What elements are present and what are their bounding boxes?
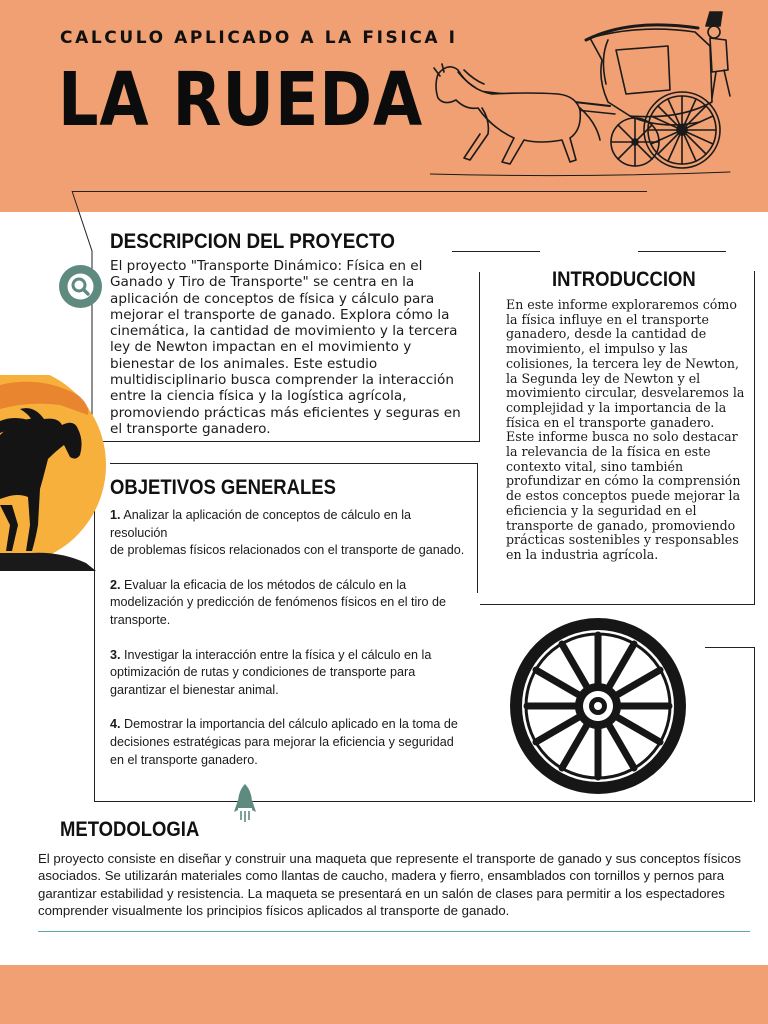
objective-item (110, 647, 466, 700)
frame-line-obj-right (477, 463, 478, 593)
footer-band (0, 965, 768, 1024)
objective-text: Demostrar la importancia del cálculo aplicado en la toma de decisiones estratégicas para mejorar la eficiencia y seguridad en el transporte ganadero. (110, 717, 458, 767)
objective-text: Evaluar la eficacia de los métodos de cálculo en la modelización y predicción de fenómenos físicos en el tiro de transporte. (110, 577, 447, 627)
frame-line-desc-right (479, 272, 480, 442)
objectives-list (110, 507, 466, 786)
objective-text: Investigar la interacción entre la física y el cálculo en la optimización de rutas y condiciones de transporte para garantizar el bienestar animal. (110, 647, 432, 697)
frame-line-short-1 (452, 251, 540, 252)
objective-item (110, 577, 466, 630)
objective-text: Analizar la aplicación de conceptos de cálculo en la resolución (110, 508, 412, 540)
frame-line-obj-bottom (94, 801, 752, 802)
frame-line-short-2 (638, 251, 726, 252)
objective-number: 4. (110, 717, 121, 732)
course-subtitle: CALCULO APLICADO A LA FISICA I (60, 28, 458, 48)
objective-number: 2. (110, 577, 121, 592)
methodology-body: El proyecto consiste en diseñar y construir una maqueta que represente el transporte de ganado y sus conceptos físicos asociados. Se utilizarán materiales como llantas de caucho, madera y fierro, ensamblados con tornillos y pernos para garantizar estabilidad y resistencia. La maqueta se presentará en un salón de clases para permitir a los espectadores comprender visualmente los principios físicos aplicados al transporte de ganado. (38, 851, 742, 918)
frame-line-wheel-right (754, 647, 755, 802)
frame-line-obj-top (110, 463, 478, 464)
search-icon (59, 265, 102, 308)
objective-item (110, 507, 466, 560)
description-heading: DESCRIPCION DEL PROYECTO (110, 230, 395, 253)
wagon-wheel-illustration (507, 615, 689, 797)
objectives-heading: OBJETIVOS GENERALES (110, 476, 336, 499)
objective-number: 1. (110, 508, 121, 522)
introduction-body: En este informe exploraremos cómo la física influye en el transporte ganadero, desde la cantidad de movimiento, el impulso y las colisiones, la tercera ley de Newton, la Segunda ley de Newton y el movimiento circular, desvelaremos la complejidad y la importancia de la física en el transporte ganadero. Este informe busca no solo destacar la relevancia de la física en este contexto vital, sino también profundizar en cómo la comprensión de estos conceptos puede mejorar la eficiencia y la seguridad en el transporte de ganado, promoviendo prácticas sostenibles y responsables en la industria agrícola. (506, 297, 745, 562)
horse-silhouette-illustration (0, 375, 108, 575)
search-badge (59, 265, 102, 308)
objective-text-continued: de problemas físicos relacionados con el transporte de ganado. (110, 543, 465, 558)
rocket-icon (234, 784, 256, 824)
methodology-heading: METODOLOGIA (60, 818, 200, 841)
objective-number: 3. (110, 647, 121, 662)
introduction-heading: INTRODUCCION (552, 268, 696, 291)
frame-line-intro-right (754, 271, 755, 605)
description-body: El proyecto "Transporte Dinámico: Física en el Ganado y Tiro de Transporte" se centra en la aplicación de conceptos de física y cálculo para mejorar el transporte de ganado. Explora cómo la cinemática, la cantidad de movimiento y la tercera ley de Newton impactan en el movimiento y bienestar de los animales. Este estudio multidisciplinario busca comprender la interacción entre la ciencia física y la logística agrícola, promoviendo prácticas más eficientes y seguras en el transporte ganadero. (110, 258, 461, 437)
horse-carriage-illustration (430, 10, 745, 182)
frame-line-intro-bottom (480, 604, 755, 605)
objective-item (110, 716, 466, 769)
page-title: LA RUEDA (58, 57, 424, 143)
frame-line-wheel-top (705, 647, 755, 648)
divider-rule (38, 931, 750, 932)
frame-line-top (72, 191, 647, 192)
frame-line-desc-bottom (92, 441, 480, 442)
